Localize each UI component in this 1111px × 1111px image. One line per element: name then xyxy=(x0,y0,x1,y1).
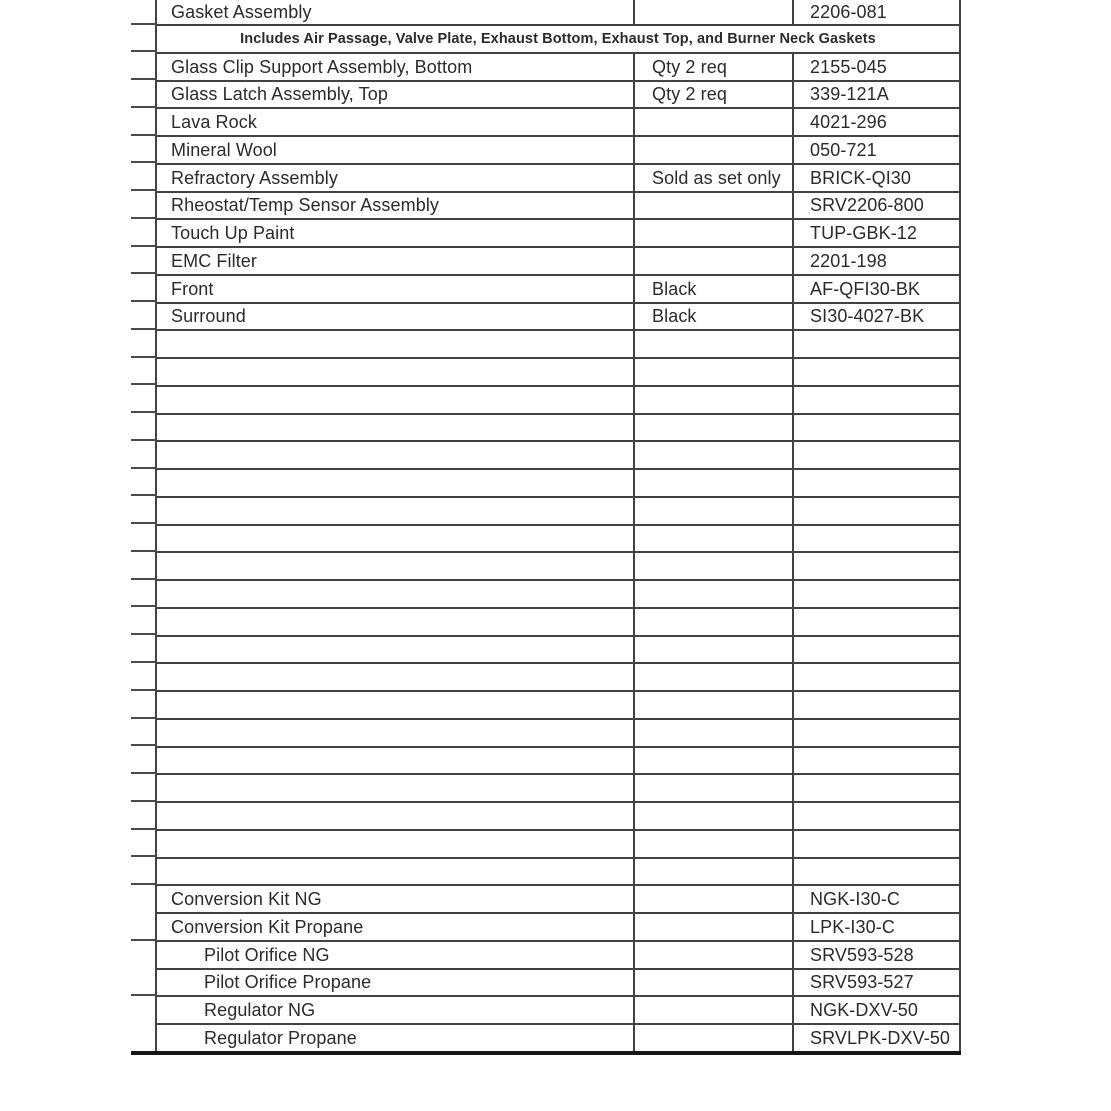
description-cell xyxy=(157,498,635,524)
table-empty-row xyxy=(157,775,959,803)
table-empty-row xyxy=(157,359,959,387)
comment-cell xyxy=(635,526,794,552)
description-cell: Gasket Assembly xyxy=(157,0,635,24)
table-row xyxy=(157,220,959,248)
table-row xyxy=(157,137,959,165)
part-number-cell xyxy=(794,359,959,385)
stub-row-line xyxy=(131,772,157,774)
part-number-cell xyxy=(794,775,959,801)
table-row xyxy=(157,82,959,110)
part-number-cell: SRV2206-800 xyxy=(810,195,924,216)
stub-row-line xyxy=(131,855,157,857)
stub-row-line xyxy=(131,522,157,524)
part-number-cell: AF-QFI30-BK xyxy=(810,278,921,299)
stub-row-line xyxy=(131,800,157,802)
description-cell xyxy=(157,331,635,357)
part-number-cell xyxy=(794,803,959,829)
part-number-cell xyxy=(794,637,959,663)
description-cell: Surround xyxy=(157,304,635,330)
part-number-cell xyxy=(794,387,959,413)
table-row xyxy=(157,304,959,332)
stub-row-line xyxy=(131,994,157,996)
stub-row-line xyxy=(131,356,157,358)
description-cell: Glass Latch Assembly, Top xyxy=(157,82,635,108)
part-number-cell xyxy=(794,859,959,885)
comment-cell xyxy=(635,914,794,940)
description-cell xyxy=(157,387,635,413)
table-row xyxy=(157,54,959,82)
comment-cell xyxy=(635,1025,794,1051)
description-cell: Lava Rock xyxy=(157,109,635,135)
stub-row-line xyxy=(131,245,157,247)
table-empty-row xyxy=(157,470,959,498)
table-empty-row xyxy=(157,581,959,609)
table-empty-row xyxy=(157,748,959,776)
comment-cell xyxy=(635,248,794,274)
comment-cell xyxy=(635,886,794,912)
stub-row-line xyxy=(131,217,157,219)
description-cell xyxy=(157,526,635,552)
description-cell xyxy=(157,720,635,746)
description-cell xyxy=(157,637,635,663)
comment-cell xyxy=(635,0,794,24)
description-cell: Regulator Propane xyxy=(157,1025,635,1051)
part-number-cell: SRV593-528 xyxy=(810,944,914,965)
stub-row-line xyxy=(131,383,157,385)
description-cell: Regulator NG xyxy=(157,997,635,1023)
comment-cell xyxy=(635,997,794,1023)
part-number-cell: NGK-I30-C xyxy=(810,889,900,910)
comment-cell xyxy=(635,415,794,441)
description-cell: Pilot Orifice Propane xyxy=(157,970,635,996)
part-number-cell: NGK-DXV-50 xyxy=(810,1000,919,1021)
part-number-cell xyxy=(794,442,959,468)
stub-row-line xyxy=(131,883,157,885)
table-empty-row xyxy=(157,859,959,887)
description-cell xyxy=(157,775,635,801)
table-row xyxy=(157,1025,959,1053)
table-row xyxy=(157,248,959,276)
part-number-cell xyxy=(794,581,959,607)
table-empty-row xyxy=(157,664,959,692)
table-row xyxy=(157,109,959,137)
comment-cell xyxy=(635,803,794,829)
table-row xyxy=(157,886,959,914)
stub-row-line xyxy=(131,439,157,441)
table-empty-row xyxy=(157,387,959,415)
description-cell: Conversion Kit Propane xyxy=(157,914,635,940)
description-cell xyxy=(157,831,635,857)
part-number-cell: 2206-081 xyxy=(810,2,887,22)
table-row xyxy=(157,193,959,221)
description-cell xyxy=(157,859,635,885)
table-empty-row xyxy=(157,498,959,526)
comment-cell xyxy=(635,470,794,496)
table-row xyxy=(157,942,959,970)
table-note-row xyxy=(157,26,959,54)
stub-row-line xyxy=(131,23,157,25)
description-cell: Pilot Orifice NG xyxy=(157,942,635,968)
part-number-cell: BRICK-QI30 xyxy=(810,167,912,188)
description-cell xyxy=(157,664,635,690)
stub-row-line xyxy=(131,633,157,635)
description-cell xyxy=(157,442,635,468)
comment-cell xyxy=(635,193,794,219)
stub-row-line xyxy=(131,550,157,552)
stub-row-line xyxy=(131,50,157,52)
part-number-cell xyxy=(794,748,959,774)
part-number-cell: LPK-I30-C xyxy=(810,916,895,937)
description-cell xyxy=(157,581,635,607)
part-number-cell xyxy=(794,498,959,524)
table-empty-row xyxy=(157,331,959,359)
part-number-cell xyxy=(794,720,959,746)
description-cell xyxy=(157,470,635,496)
table-empty-row xyxy=(157,803,959,831)
description-cell: Front xyxy=(157,276,635,302)
stub-row-line xyxy=(131,411,157,413)
part-number-cell: 4021-296 xyxy=(810,112,887,133)
stub-row-line xyxy=(131,78,157,80)
table-empty-row xyxy=(157,831,959,859)
comment-cell: Qty 2 req xyxy=(635,54,794,80)
comment-cell xyxy=(635,220,794,246)
table-empty-row xyxy=(157,415,959,443)
table-bottom-border xyxy=(131,1051,961,1055)
stub-row-line xyxy=(131,605,157,607)
comment-cell xyxy=(635,664,794,690)
part-number-cell xyxy=(794,692,959,718)
part-number-cell: 339-121A xyxy=(810,84,889,105)
description-cell: Refractory Assembly xyxy=(157,165,635,191)
table-empty-row xyxy=(157,720,959,748)
stub-row-line xyxy=(131,272,157,274)
comment-cell xyxy=(635,692,794,718)
comment-cell xyxy=(635,748,794,774)
stub-row-line xyxy=(131,300,157,302)
comment-cell: Black xyxy=(635,276,794,302)
part-number-cell xyxy=(794,609,959,635)
description-cell: Glass Clip Support Assembly, Bottom xyxy=(157,54,635,80)
description-cell xyxy=(157,692,635,718)
part-number-cell: 2201-198 xyxy=(810,250,887,271)
stub-row-line xyxy=(131,744,157,746)
comment-cell xyxy=(635,553,794,579)
table-row xyxy=(157,276,959,304)
description-cell: Rheostat/Temp Sensor Assembly xyxy=(157,193,635,219)
description-cell: Touch Up Paint xyxy=(157,220,635,246)
comment-cell xyxy=(635,831,794,857)
comment-cell xyxy=(635,720,794,746)
comment-cell xyxy=(635,859,794,885)
part-number-cell xyxy=(794,831,959,857)
stub-row-line xyxy=(131,328,157,330)
description-cell: EMC Filter xyxy=(157,248,635,274)
stub-row-line xyxy=(131,106,157,108)
part-number-cell xyxy=(794,331,959,357)
table-row xyxy=(157,997,959,1025)
description-cell xyxy=(157,359,635,385)
comment-cell xyxy=(635,581,794,607)
comment-cell xyxy=(635,137,794,163)
comment-cell xyxy=(635,387,794,413)
table-empty-row xyxy=(157,637,959,665)
comment-cell: Sold as set only xyxy=(635,165,794,191)
description-cell xyxy=(157,803,635,829)
description-cell: Mineral Wool xyxy=(157,137,635,163)
comment-cell xyxy=(635,970,794,996)
comment-cell xyxy=(635,498,794,524)
part-number-cell xyxy=(794,664,959,690)
description-cell xyxy=(157,415,635,441)
table-empty-row xyxy=(157,442,959,470)
table-empty-row xyxy=(157,553,959,581)
includes-note-text: Includes Air Passage, Valve Plate, Exhaust Bottom, Exhaust Top, and Burner Neck Gaskets xyxy=(240,30,876,47)
stub-row-line xyxy=(131,134,157,136)
description-cell xyxy=(157,553,635,579)
comment-cell xyxy=(635,109,794,135)
table-row xyxy=(157,165,959,193)
part-number-cell: SRVLPK-DXV-50 xyxy=(810,1027,951,1048)
comment-cell xyxy=(635,442,794,468)
stub-row-line xyxy=(131,939,157,941)
stub-row-line xyxy=(131,161,157,163)
stub-row-line xyxy=(131,717,157,719)
part-number-cell: SI30-4027-BK xyxy=(810,306,925,327)
part-number-cell xyxy=(794,415,959,441)
comment-cell: Black xyxy=(635,304,794,330)
table-empty-row xyxy=(157,526,959,554)
part-number-cell: 2155-045 xyxy=(810,56,887,77)
comment-cell xyxy=(635,775,794,801)
table-row xyxy=(157,914,959,942)
table-empty-row xyxy=(157,692,959,720)
part-number-cell xyxy=(794,470,959,496)
part-number-cell: 050-721 xyxy=(810,139,877,160)
stub-row-line xyxy=(131,467,157,469)
parts-table xyxy=(155,0,961,1053)
comment-cell xyxy=(635,331,794,357)
table-row xyxy=(157,970,959,998)
table-row xyxy=(157,0,959,26)
part-number-cell xyxy=(794,526,959,552)
stub-row-line xyxy=(131,661,157,663)
description-cell xyxy=(157,609,635,635)
part-number-cell xyxy=(794,553,959,579)
part-number-cell: TUP-GBK-12 xyxy=(810,223,918,244)
comment-cell: Qty 2 req xyxy=(635,82,794,108)
description-cell: Conversion Kit NG xyxy=(157,886,635,912)
part-number-cell: SRV593-527 xyxy=(810,972,914,993)
stub-row-line xyxy=(131,578,157,580)
comment-cell xyxy=(635,609,794,635)
stub-row-line xyxy=(131,689,157,691)
stub-row-line xyxy=(131,189,157,191)
stub-row-line xyxy=(131,494,157,496)
description-cell xyxy=(157,748,635,774)
comment-cell xyxy=(635,359,794,385)
stub-row-line xyxy=(131,828,157,830)
table-empty-row xyxy=(157,609,959,637)
comment-cell xyxy=(635,942,794,968)
comment-cell xyxy=(635,637,794,663)
